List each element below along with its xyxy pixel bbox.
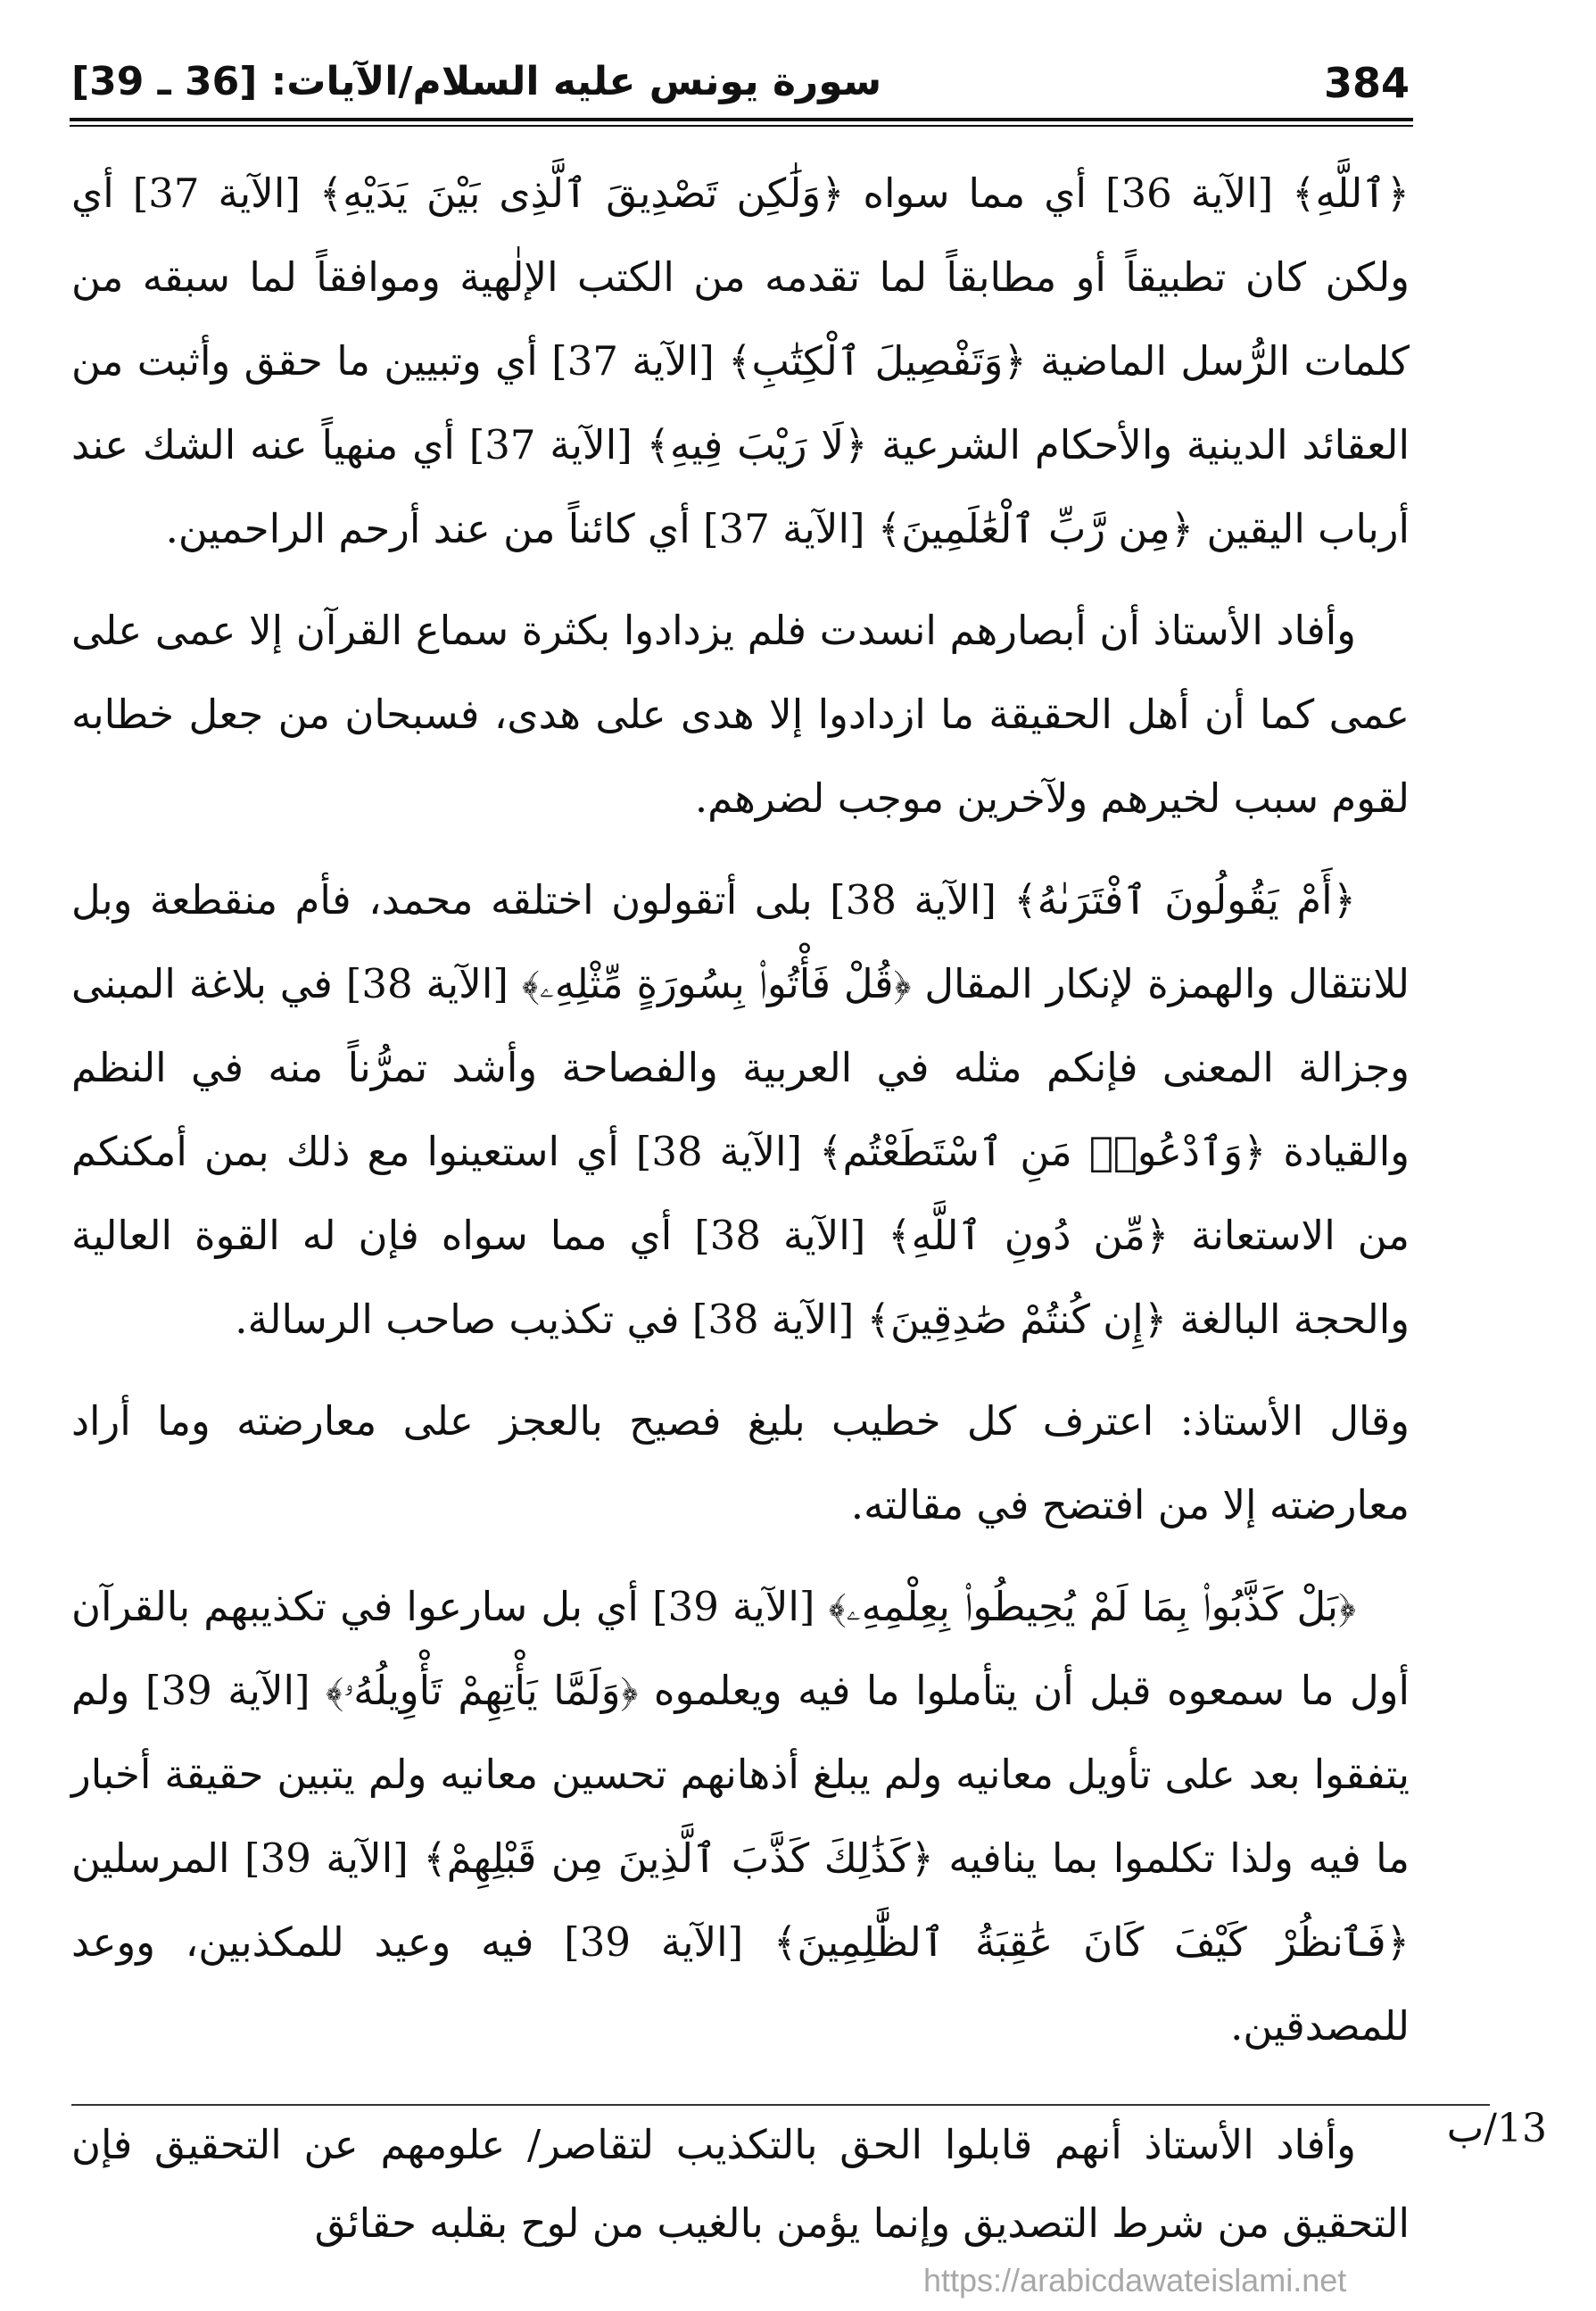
page-header [71, 54, 1410, 125]
paragraph-1: ﴿ٱللَّهِ﴾ [الآية 36] أي مما سواه ﴿وَلَٰكِن تَصْدِيقَ ٱلَّذِى بَيْنَ يَدَيْهِ﴾ [الآية 37] أي ولكن كان تطبيقاً أو مطابقاً لما تقدمه من الكتب الإلٰهية وموافقاً لما سبقه من كلمات الرُّسل الماضية ﴿وَتَفْصِيلَ ٱلْكِتَٰبِ﴾ [الآية 37] أي وتبيين ما حقق وأثبت من العقائد الدينية والأحكام الشرعية ﴿لَا رَيْبَ فِيهِ﴾ [الآية 37] أي منهياً عنه الشك عند أرباب اليقين ﴿مِن رَّبِّ ٱلْعَٰلَمِينَ﴾ [الآية 37] أي كائناً من عند أرحم الراحمين. [71, 170, 1410, 552]
paragraph-5: ﴿بَلْ كَذَّبُوا۟ بِمَا لَمْ يُحِيطُوا۟ بِعِلْمِهِۦ﴾ [الآية 39] أي بل سارعوا في تكذيبهم بالقرآن أول ما سمعوه قبل أن يتأملوا ما فيه ويعلموه ﴿وَلَمَّا يَأْتِهِمْ تَأْوِيلُهُۥ﴾ [الآية 39] ولم يتفقوا بعد على تأويل معانيه ولم يبلغ أذهانهم تحسين معانيه ولم يتبين حقيقة أخبار ما فيه ولذا تكلموا بما ينافيه ﴿كَذَٰلِكَ كَذَّبَ ٱلَّذِينَ مِن قَبْلِهِمْ﴾ [الآية 39] المرسلين ﴿فَٱنظُرْ كَيْفَ كَانَ عَٰقِبَةُ ٱلظَّٰلِمِينَ﴾ [الآية 39] فيه وعيد للمكذبين، ووعد للمصدقين. [71, 1583, 1410, 2050]
page-number: 384 [1323, 59, 1410, 107]
paragraph-2: وأفاد الأستاذ أن أبصارهم انسدت فلم يزدادوا بكثرة سماع القرآن إلا عمى على عمى كما أن أهل الحقيقة ما ازدادوا إلا هدى على هدى، فسبحان من جعل خطابه لقوم سبب لخيرهم ولآخرين موجب لضرهم. [71, 607, 1410, 822]
paragraph-6: وأفاد الأستاذ أنهم قابلوا الحق بالتكذيب لتقاصر/ علومهم عن التحقيق فإن التحقيق من شرط التصديق وإنما يؤمن بالغيب من لوح بقلبه حقائق [71, 2121, 1410, 2247]
running-title: سورة يونس عليه السلام/الآيات: [36 ـ 39] [71, 59, 882, 104]
header-rule-thick [70, 118, 1413, 121]
paragraph-4: وقال الأستاذ: اعترف كل خطيب بليغ فصيح بالعجز على معارضته وما أراد معارضته إلا من افتضح في مقالته. [71, 1397, 1410, 1528]
watermark-url: https://arabicdawateislami.net [923, 2262, 1347, 2299]
manuscript-folio-note: 13/ب [1446, 2106, 1547, 2151]
paragraph-3: ﴿أَمْ يَقُولُونَ ٱفْتَرَىٰهُ﴾ [الآية 38] بلى أتقولون اختلقه محمد، فأم منقطعة وبل للانتقال والهمزة لإنكار المقال ﴿قُلْ فَأْتُوا۟ بِسُورَةٍ مِّثْلِهِۦ﴾ [الآية 38] في بلاغة المبنى وجزالة المعنى فإنكم مثله في العربية والفصاحة وأشد تمرُّناً منه في النظم والقيادة ﴿وَٱدْعُوا۟ مَنِ ٱسْتَطَعْتُم﴾ [الآية 38] أي استعينوا مع ذلك بمن أمكنكم من الاستعانة ﴿مِّن دُونِ ٱللَّهِ﴾ [الآية 38] أي مما سواه فإن له القوة العالية والحجة البالغة ﴿إِن كُنتُمْ صَٰدِقِينَ﴾ [الآية 38] في تكذيب صاحب الرسالة. [71, 876, 1410, 1343]
body-text [71, 152, 1410, 2068]
header-rule-thin [70, 125, 1413, 127]
footer-text [71, 2106, 1410, 2263]
